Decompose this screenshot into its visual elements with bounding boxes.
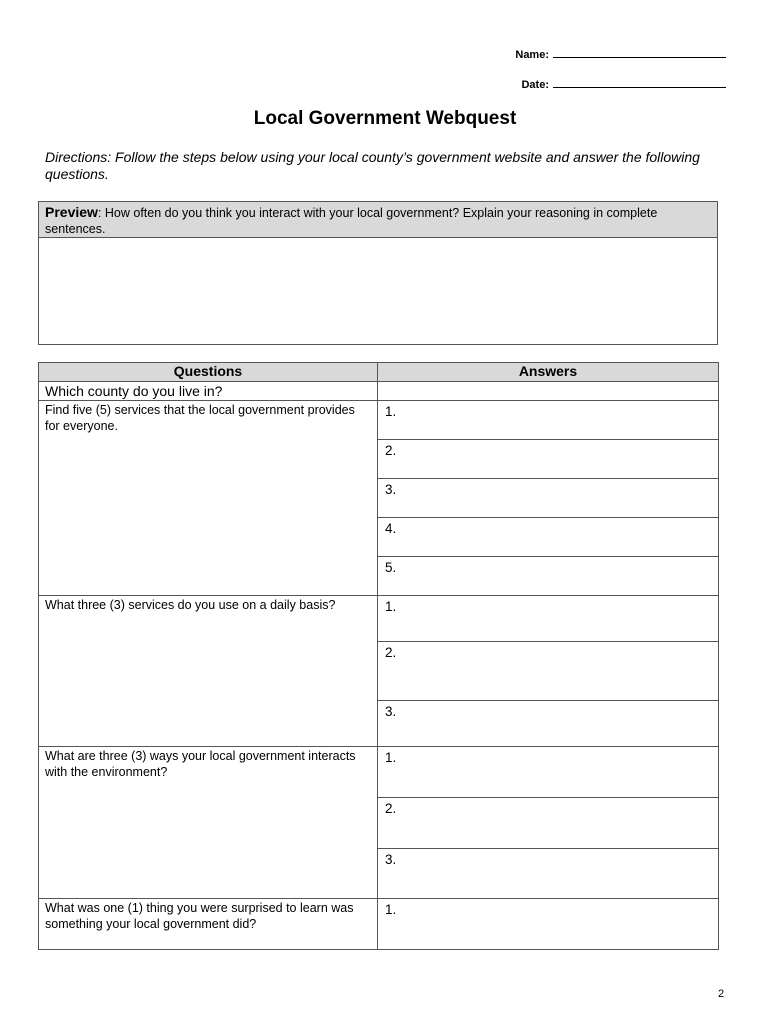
answer-cell[interactable] xyxy=(378,401,719,440)
name-label: Name: xyxy=(515,49,549,61)
answer-number: 1. xyxy=(385,599,397,614)
answer-cell[interactable] xyxy=(378,642,719,701)
answer-cell[interactable] xyxy=(378,701,719,747)
date-blank[interactable] xyxy=(553,78,726,88)
question-county: Which county do you live in? xyxy=(39,382,378,401)
preview-section xyxy=(38,201,718,345)
answer-number: 2. xyxy=(385,801,397,816)
preview-label: Preview xyxy=(45,204,98,220)
answer-number: 5. xyxy=(385,560,397,575)
answer-number: 1. xyxy=(385,902,397,917)
name-blank[interactable] xyxy=(553,48,726,58)
questions-header: Questions xyxy=(39,363,378,382)
answer-number: 4. xyxy=(385,521,397,536)
answer-cell[interactable] xyxy=(378,518,719,557)
question-surprise: What was one (1) thing you were surprised to learn was something your local government did? xyxy=(39,899,378,950)
answer-cell[interactable] xyxy=(378,747,719,798)
answer-county[interactable] xyxy=(378,382,719,401)
answer-cell[interactable] xyxy=(378,440,719,479)
questions-table xyxy=(38,362,719,950)
answer-number: 3. xyxy=(385,704,397,719)
directions-text: Directions: Follow the steps below using your local county’s government website and answer the following questions. xyxy=(45,149,700,182)
page-number: 2 xyxy=(718,988,725,1000)
answer-cell[interactable] xyxy=(378,479,719,518)
answer-number: 3. xyxy=(385,852,397,867)
question-five-services: Find five (5) services that the local government provides for everyone. xyxy=(39,401,378,596)
answer-number: 1. xyxy=(385,404,397,419)
answer-number: 1. xyxy=(385,750,397,765)
answer-cell[interactable] xyxy=(378,899,719,950)
question-daily-services: What three (3) services do you use on a daily basis? xyxy=(39,596,378,747)
answer-cell[interactable] xyxy=(378,596,719,642)
preview-answer-area[interactable] xyxy=(39,238,717,344)
date-label: Date: xyxy=(521,79,549,91)
answers-header: Answers xyxy=(378,363,719,382)
answer-number: 2. xyxy=(385,443,397,458)
answer-cell[interactable] xyxy=(378,557,719,596)
date-field[interactable] xyxy=(521,78,726,91)
answer-number: 3. xyxy=(385,482,397,497)
page-title: Local Government Webquest xyxy=(253,108,517,129)
question-environment: What are three (3) ways your local government interacts with the environment? xyxy=(39,747,378,899)
answer-cell[interactable] xyxy=(378,798,719,849)
answer-cell[interactable] xyxy=(378,849,719,899)
preview-question: : How often do you think you interact with your local government? Explain your reasoning in complete sentences. xyxy=(45,206,658,236)
name-field[interactable] xyxy=(515,48,726,61)
answer-number: 2. xyxy=(385,645,397,660)
preview-prompt xyxy=(39,202,717,238)
